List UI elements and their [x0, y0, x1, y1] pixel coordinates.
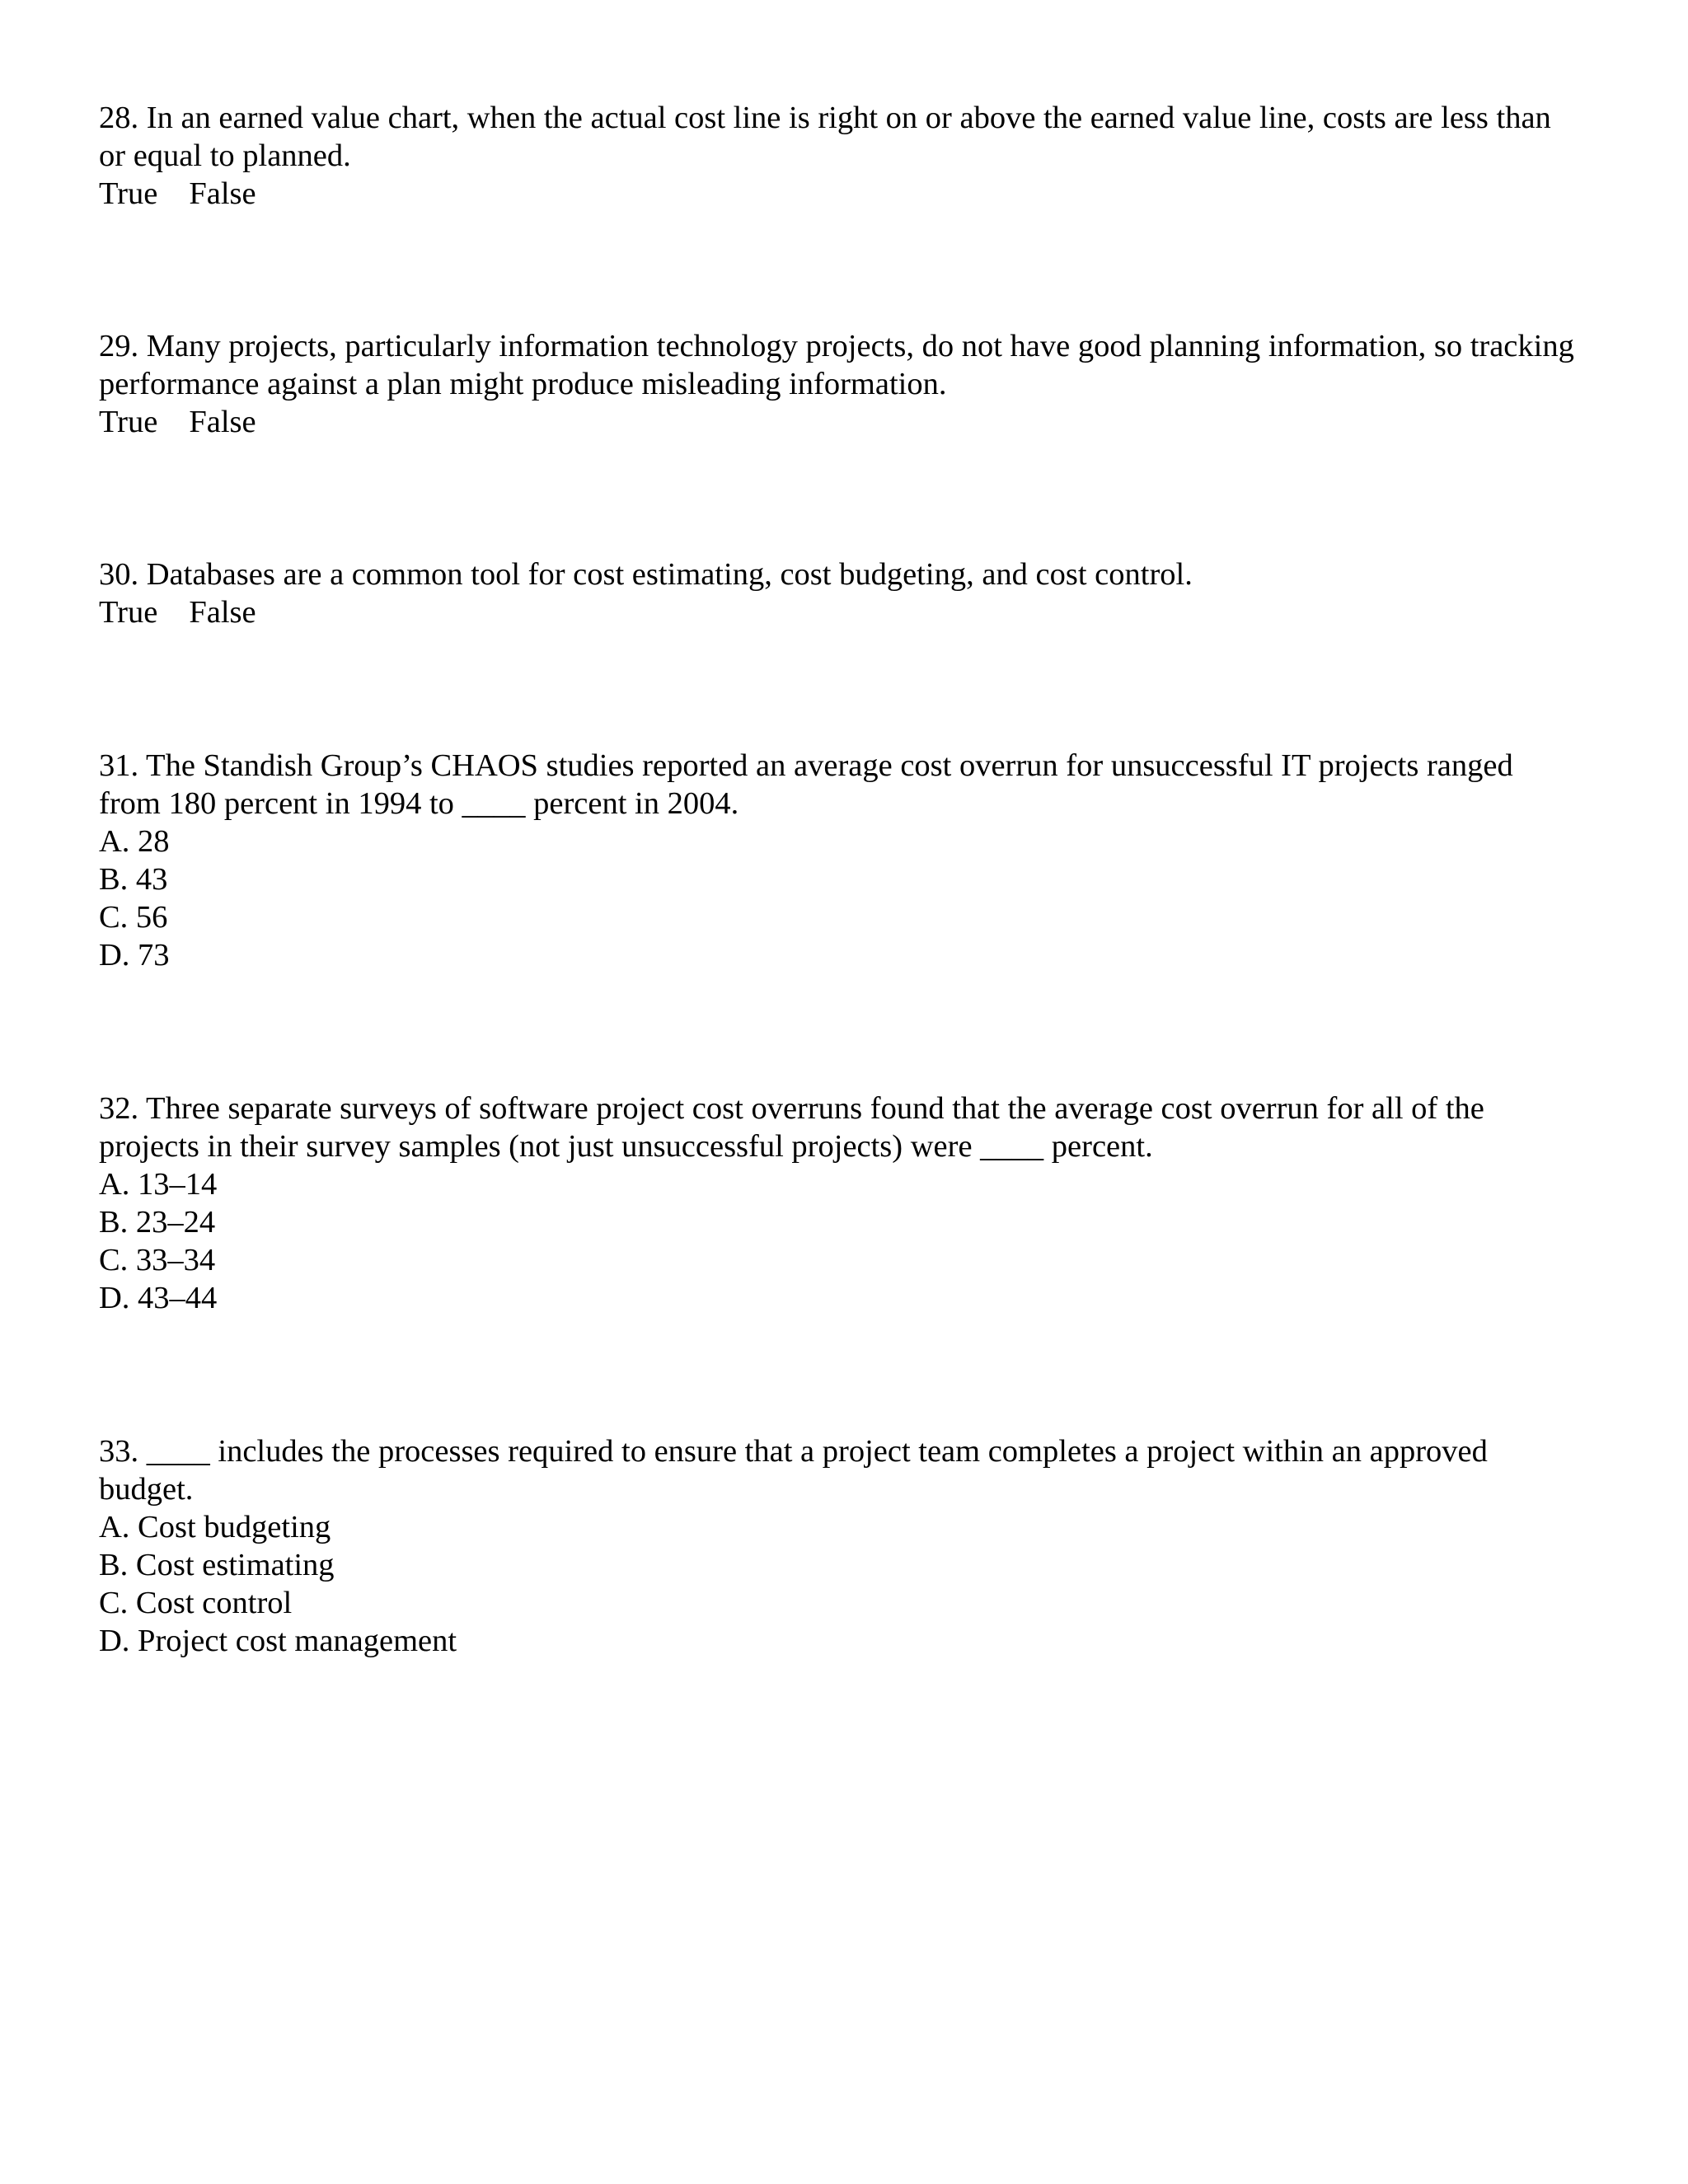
choice-d[interactable]: D. 43–44 [99, 1281, 218, 1315]
choice-b[interactable]: B. 23–24 [99, 1205, 216, 1240]
option-false[interactable]: False [189, 405, 256, 439]
option-true[interactable]: True [99, 176, 158, 211]
question-31 [99, 747, 1582, 974]
question-text: 33. ____ includes the processes required to ensure that a project team completes a project within an approved budget. [99, 1434, 1488, 1507]
question-text: 31. The Standish Group’s CHAOS studies reported an average cost overrun for unsuccessful IT projects ranged from 180 percent in 1994 to ____ percent in 2004. [99, 748, 1513, 821]
true-false-options [99, 403, 1582, 441]
question-30 [99, 555, 1582, 631]
choice-a[interactable]: A. Cost budgeting [99, 1510, 331, 1544]
choice-a[interactable]: A. 13–14 [99, 1167, 218, 1202]
choice-c[interactable]: C. 33–34 [99, 1243, 216, 1277]
option-false[interactable]: False [189, 176, 256, 211]
choice-d[interactable]: D. Project cost management [99, 1624, 457, 1658]
option-false[interactable]: False [189, 595, 256, 630]
question-28 [99, 99, 1582, 213]
question-33 [99, 1432, 1582, 1660]
question-32 [99, 1090, 1582, 1317]
choice-a[interactable]: A. 28 [99, 824, 170, 859]
question-text: 28. In an earned value chart, when the actual cost line is right on or above the earned value line, costs are less than or equal to planned. [99, 101, 1551, 173]
question-text: 32. Three separate surveys of software project cost overruns found that the average cost overrun for all of the projects in their survey samples (not just unsuccessful projects) were ____ percent. [99, 1091, 1484, 1164]
choice-c[interactable]: C. 56 [99, 900, 168, 935]
choice-c[interactable]: C. Cost control [99, 1586, 293, 1620]
true-false-options [99, 593, 1582, 631]
question-29 [99, 327, 1582, 441]
choice-b[interactable]: B. Cost estimating [99, 1548, 335, 1582]
question-text: 29. Many projects, particularly information technology projects, do not have good planning information, so tracking performance against a plan might produce misleading information. [99, 329, 1574, 401]
option-true[interactable]: True [99, 595, 158, 630]
choice-d[interactable]: D. 73 [99, 938, 170, 972]
choice-b[interactable]: B. 43 [99, 862, 168, 897]
question-text: 30. Databases are a common tool for cost estimating, cost budgeting, and cost control. [99, 557, 1193, 592]
option-true[interactable]: True [99, 405, 158, 439]
true-false-options [99, 175, 1582, 213]
